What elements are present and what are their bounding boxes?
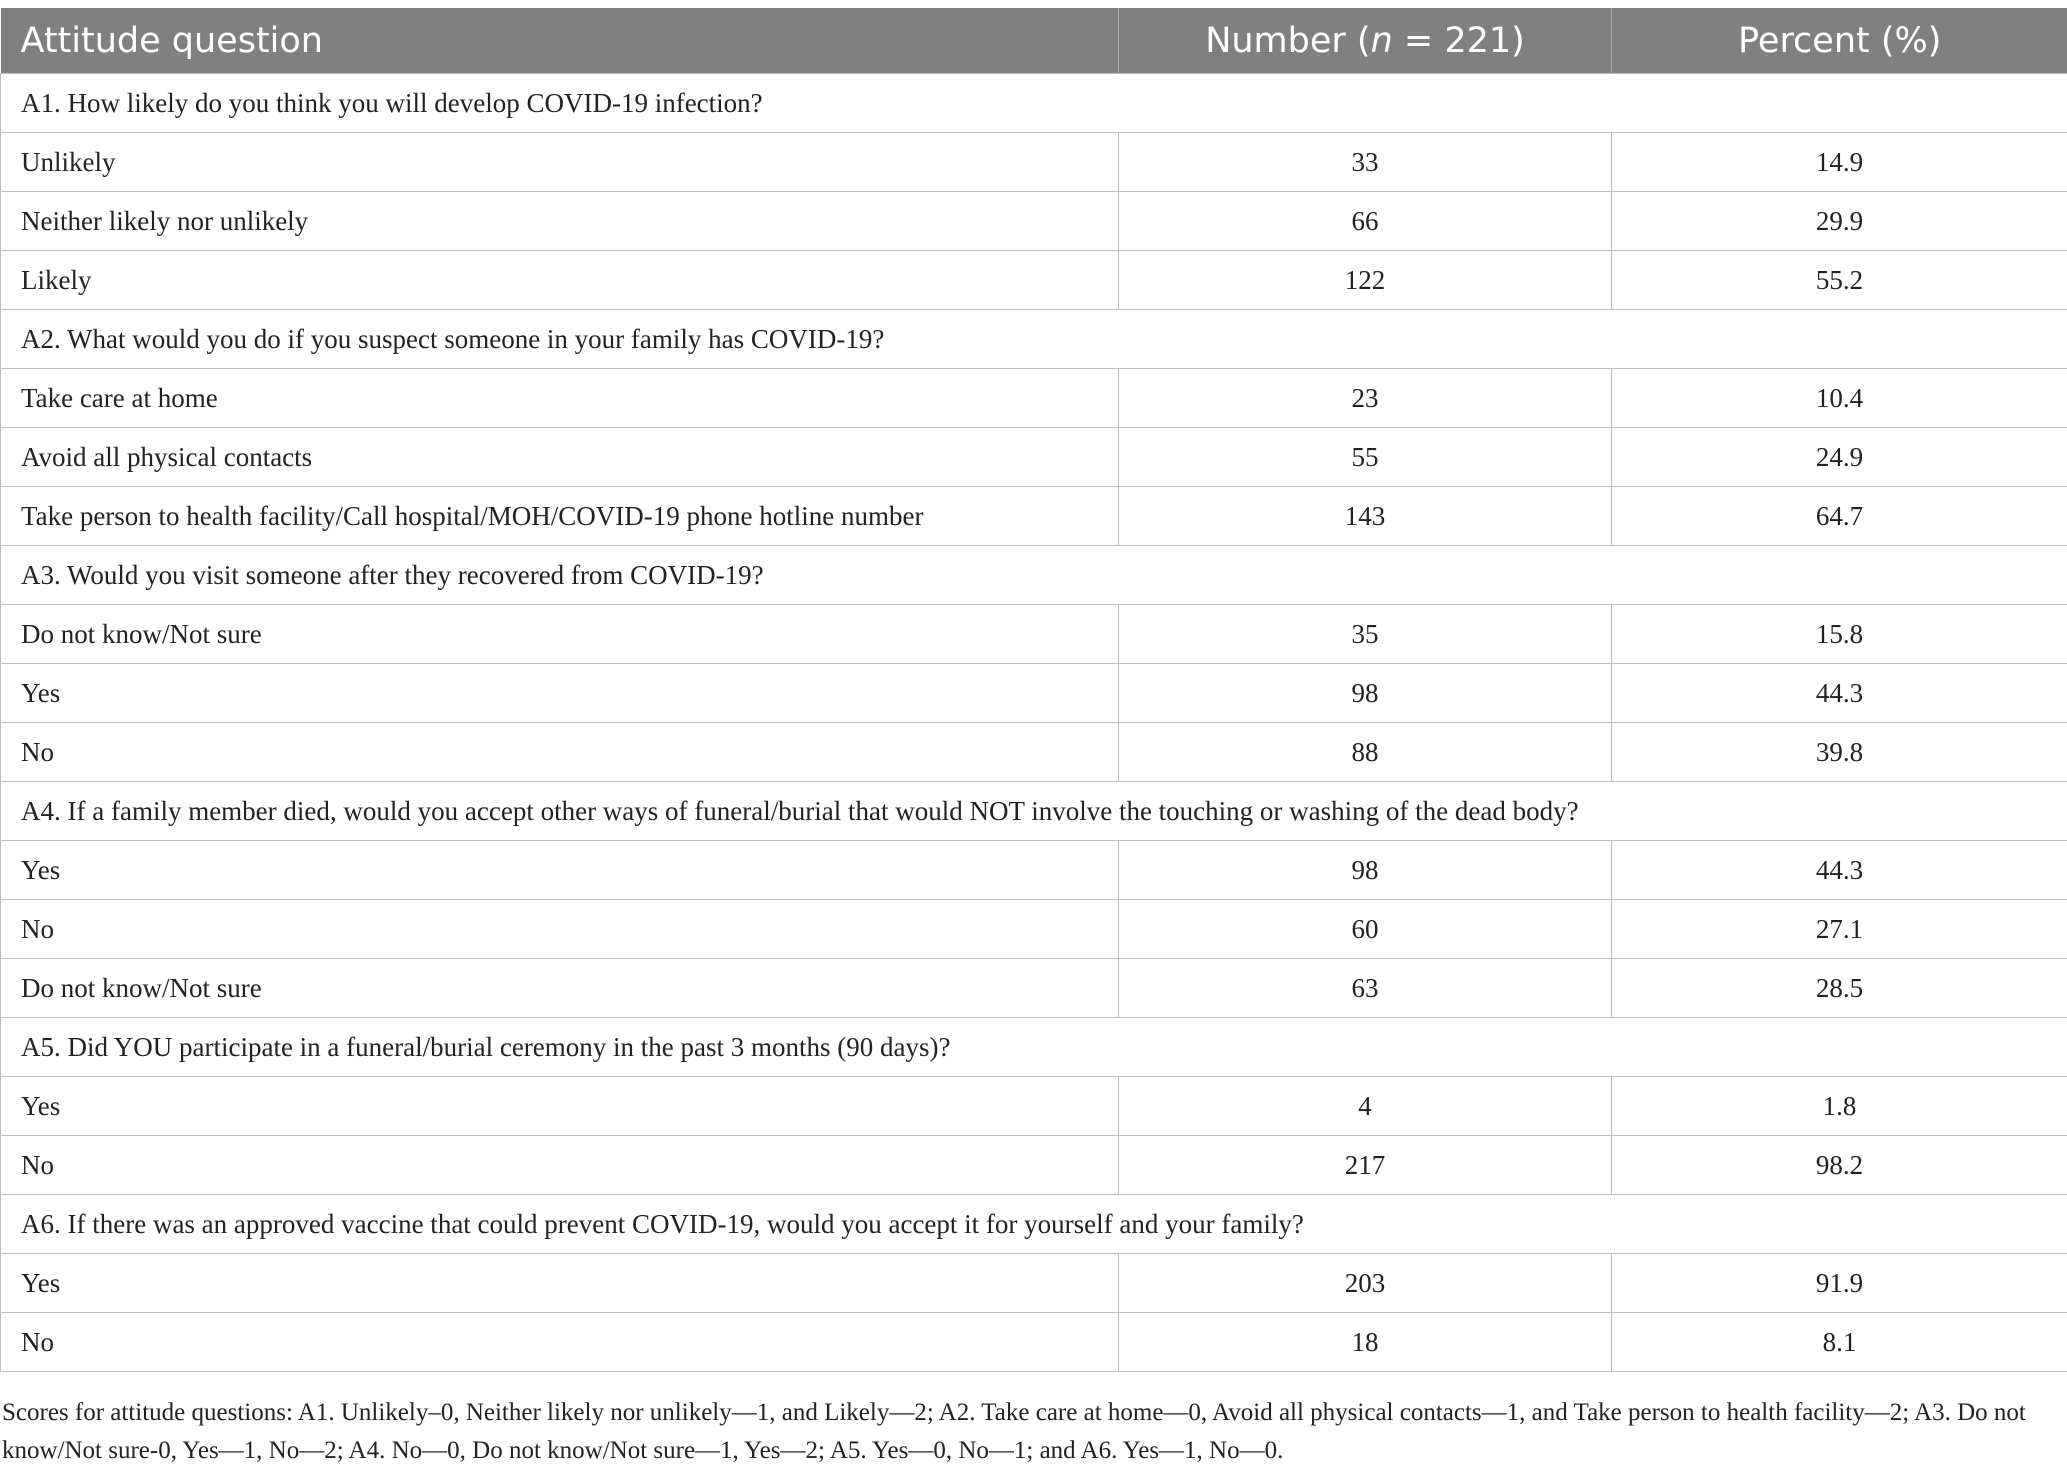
response-label: No bbox=[1, 723, 1119, 782]
response-number: 18 bbox=[1119, 1313, 1612, 1372]
response-percent: 91.9 bbox=[1612, 1254, 2067, 1313]
question-text: A1. How likely do you think you will develop COVID-19 infection? bbox=[1, 74, 2067, 133]
header-number-suffix: = 221) bbox=[1392, 20, 1525, 61]
question-text: A6. If there was an approved vaccine that could prevent COVID-19, would you accept it for yourself and your family? bbox=[1, 1195, 2067, 1254]
question-row bbox=[1, 782, 2067, 841]
response-percent: 64.7 bbox=[1612, 487, 2067, 546]
table-row bbox=[1, 664, 2067, 723]
table-row bbox=[1, 959, 2067, 1018]
response-label: Yes bbox=[1, 664, 1119, 723]
header-row bbox=[1, 8, 2067, 74]
response-percent: 27.1 bbox=[1612, 900, 2067, 959]
response-number: 203 bbox=[1119, 1254, 1612, 1313]
table-row bbox=[1, 605, 2067, 664]
response-number: 23 bbox=[1119, 369, 1612, 428]
question-row bbox=[1, 546, 2067, 605]
table-row bbox=[1, 1254, 2067, 1313]
header-percent: Percent (%) bbox=[1612, 8, 2067, 74]
table-row bbox=[1, 1313, 2067, 1372]
response-label: Do not know/Not sure bbox=[1, 959, 1119, 1018]
response-label: Take care at home bbox=[1, 369, 1119, 428]
response-percent: 98.2 bbox=[1612, 1136, 2067, 1195]
header-number-var: n bbox=[1370, 20, 1393, 61]
response-number: 4 bbox=[1119, 1077, 1612, 1136]
table-row bbox=[1, 900, 2067, 959]
question-row bbox=[1, 1018, 2067, 1077]
header-number-prefix: Number ( bbox=[1205, 20, 1371, 61]
response-label: Neither likely nor unlikely bbox=[1, 192, 1119, 251]
response-label: Avoid all physical contacts bbox=[1, 428, 1119, 487]
response-number: 33 bbox=[1119, 133, 1612, 192]
response-number: 35 bbox=[1119, 605, 1612, 664]
response-percent: 28.5 bbox=[1612, 959, 2067, 1018]
response-percent: 44.3 bbox=[1612, 841, 2067, 900]
response-percent: 29.9 bbox=[1612, 192, 2067, 251]
response-label: Take person to health facility/Call hospital/MOH/COVID-19 phone hotline number bbox=[1, 487, 1119, 546]
table-row bbox=[1, 369, 2067, 428]
response-percent: 55.2 bbox=[1612, 251, 2067, 310]
header-number bbox=[1119, 8, 1612, 74]
attitude-table-container bbox=[0, 8, 2067, 1372]
question-text: A2. What would you do if you suspect someone in your family has COVID-19? bbox=[1, 310, 2067, 369]
response-label: Unlikely bbox=[1, 133, 1119, 192]
response-number: 55 bbox=[1119, 428, 1612, 487]
response-percent: 44.3 bbox=[1612, 664, 2067, 723]
response-percent: 39.8 bbox=[1612, 723, 2067, 782]
table-row bbox=[1, 428, 2067, 487]
question-row bbox=[1, 310, 2067, 369]
table-row bbox=[1, 133, 2067, 192]
table-header bbox=[1, 8, 2067, 74]
table-footnote: Scores for attitude questions: A1. Unlikely–0, Neither likely nor unlikely—1, and Likely—2; A2. Take care at home—0, Avoid all physical contacts—1, and Take person to health facility—2; A3. Do not know/Not sure-0, Yes—1, No—2; A4. No—0, Do not know/Not sure—1, Yes—2; A5. Yes—0, No—1; and A6. Yes—1, No—0. bbox=[2, 1399, 2026, 1464]
response-label: Yes bbox=[1, 841, 1119, 900]
table-row bbox=[1, 1136, 2067, 1195]
response-label: No bbox=[1, 900, 1119, 959]
table-row bbox=[1, 723, 2067, 782]
response-number: 63 bbox=[1119, 959, 1612, 1018]
response-label: No bbox=[1, 1313, 1119, 1372]
response-label: Likely bbox=[1, 251, 1119, 310]
question-text: A5. Did YOU participate in a funeral/burial ceremony in the past 3 months (90 days)? bbox=[1, 1018, 2067, 1077]
question-text: A3. Would you visit someone after they recovered from COVID-19? bbox=[1, 546, 2067, 605]
response-percent: 8.1 bbox=[1612, 1313, 2067, 1372]
response-percent: 24.9 bbox=[1612, 428, 2067, 487]
response-number: 88 bbox=[1119, 723, 1612, 782]
response-number: 98 bbox=[1119, 664, 1612, 723]
response-number: 143 bbox=[1119, 487, 1612, 546]
response-number: 66 bbox=[1119, 192, 1612, 251]
table-row bbox=[1, 487, 2067, 546]
question-row bbox=[1, 74, 2067, 133]
table-row bbox=[1, 841, 2067, 900]
response-label: Do not know/Not sure bbox=[1, 605, 1119, 664]
header-attitude-question: Attitude question bbox=[1, 8, 1119, 74]
response-number: 98 bbox=[1119, 841, 1612, 900]
response-percent: 1.8 bbox=[1612, 1077, 2067, 1136]
response-label: Yes bbox=[1, 1254, 1119, 1313]
table-row bbox=[1, 251, 2067, 310]
response-number: 60 bbox=[1119, 900, 1612, 959]
response-label: No bbox=[1, 1136, 1119, 1195]
table-row bbox=[1, 192, 2067, 251]
attitude-table bbox=[0, 8, 2067, 1372]
question-text: A4. If a family member died, would you accept other ways of funeral/burial that would NOT involve the touching or washing of the dead body? bbox=[1, 782, 2067, 841]
response-percent: 15.8 bbox=[1612, 605, 2067, 664]
response-number: 217 bbox=[1119, 1136, 1612, 1195]
response-number: 122 bbox=[1119, 251, 1612, 310]
table-body bbox=[1, 74, 2067, 1372]
question-row bbox=[1, 1195, 2067, 1254]
response-percent: 14.9 bbox=[1612, 133, 2067, 192]
response-percent: 10.4 bbox=[1612, 369, 2067, 428]
table-row bbox=[1, 1077, 2067, 1136]
response-label: Yes bbox=[1, 1077, 1119, 1136]
